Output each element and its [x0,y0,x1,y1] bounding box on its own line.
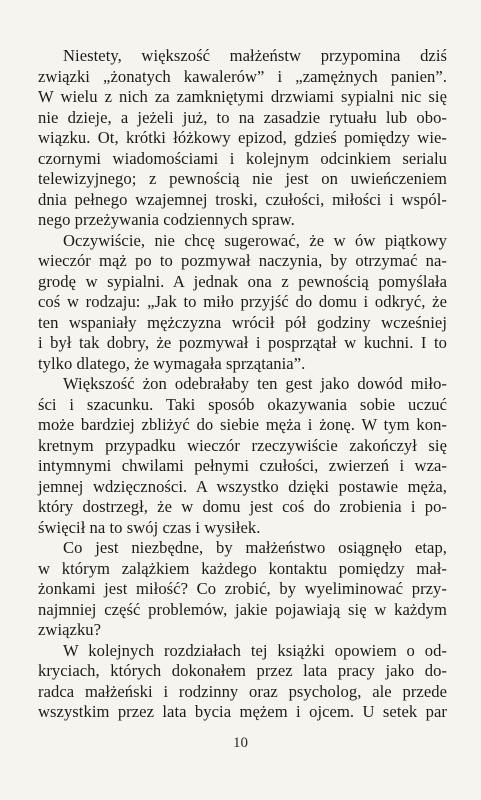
text-line: kretnym przypadku wieczór rzeczywiście zakończył się [38,435,447,455]
text-line: związku? [38,620,102,639]
text-line: intymnymi chwilami pełnymi czułości, zwierzeń i wza- [38,456,447,475]
text-line: wieczór mąż po to pozmywał naczynia, by otrzymać na- [38,251,447,270]
text-line: W kolejnych rozdziałach tej książki opowiem o od- [63,640,447,660]
text-line: żonkami jest miłość? Co zrobić, by wyeliminować przy- [38,579,447,598]
text-line: ści i szacunku. Taki sposób okazywania sobie uczuć [38,394,447,414]
text-line: najmniej część problemów, jakie pojawiają się w każdym [38,599,447,619]
text-line: nego przeżywania codziennych spraw. [38,210,295,229]
text-line: ten wspaniały mężczyzna wrócił pół godziny wcześniej [38,312,447,332]
paragraph-3 [38,374,447,538]
paragraph-2 [38,231,447,375]
text-line: który dostrzegł, że w domu jest coś do zrobienia i po- [38,497,447,516]
text-line: W wielu z nich za zamkniętymi drzwiami sypialni nic się [38,87,447,106]
text-line: Co jest niezbędne, by małżeństwo osiągnęło etap, [63,538,447,557]
text-line: grodę w sypialni. A jednak ona z pewnością pomyślała [38,271,447,291]
text-line: święcił na to swój czas i wysiłek. [38,517,261,537]
text-line: kryciach, których dokonałem przez lata pracy jako do- [38,661,447,680]
page-number: 10 [233,735,248,751]
text-line: tylko dlatego, że wymagała sprzątania”. [38,353,306,373]
text-line: radca małżeński i rodzinny oraz psycholog, ale przede [38,681,447,701]
paragraph-4 [38,538,447,641]
text-line: Większość żon odebrałaby ten gest jako dowód miło- [63,374,447,393]
text-line: coś w rodzaju: „Jak to miło przyjść do domu i odkryć, że [38,292,447,311]
page-body [38,46,447,723]
text-line: Niestety, większość małżeństw przypomina dziś [63,46,447,65]
text-line: wszystkim przez lata bycia mężem i ojcem. U setek par [38,702,447,721]
text-line: wiązku. Ot, krótki łóżkowy epizod, gdzieś pomiędzy wie- [38,128,447,147]
text-line: może bardziej zbliżyć do siebie męża i żonę. W tym kon- [38,415,447,434]
text-line: Oczywiście, nie chcę sugerować, że w ów piątkowy [63,230,447,250]
text-line: jemnej wdzięczności. A wszystko dzięki postawie męża, [38,476,447,496]
text-line: telewizyjnego; z pewnością nie jest on uwieńczeniem [38,169,447,188]
paragraph-5 [38,641,447,723]
text-line: i był tak dobry, że pozmywał i posprzątał w kuchni. I to [38,333,447,352]
text-line: związki „żonatych kawalerów” i „zamężnych panien”. [38,66,447,86]
paragraph-1 [38,46,447,231]
text-line: czornymi wiadomościami i kolejnym odcinkiem serialu [38,148,447,168]
text-line: dnia pełnego wzajemnej troski, czułości, miłości i wspól- [38,189,447,209]
text-line: nie dzieje, a jeżeli już, to na zasadzie rytuału lub obo- [38,107,447,127]
text-line: w którym zalążkiem każdego kontaktu pomiędzy mał- [38,558,447,578]
